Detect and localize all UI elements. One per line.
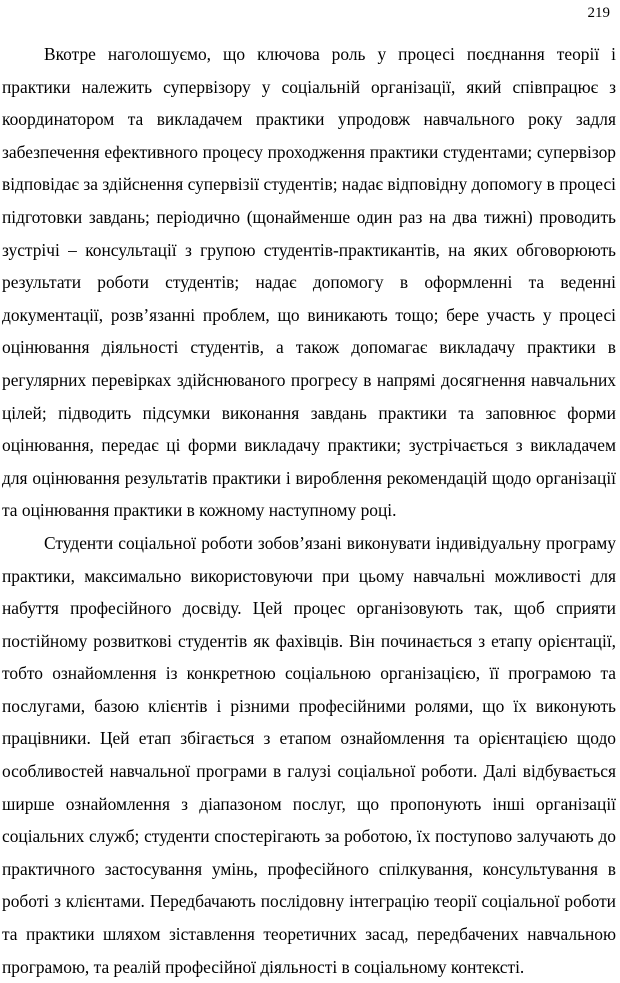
paragraph-student-obligations: Студенти соціальної роботи зобов’язані виконувати індивідуальну програму практики, максимально використовуючи при цьому навчальні можливості для набуття професійного досвіду. Цей процес організовують так, щоб сприяти постійному розвиткові студентів як фахівців. Він починається з етапу орієнтації, тобто ознайомлення із конкретною соціальною організацією, її програмою та послугами, базою клієнтів і різними професійними ролями, що їх виконують працівники. Цей етап збігається з етапом ознайомлення та орієнтацією щодо особливостей навчальної програми в галузі соціальної роботи. Далі відбувається ширше ознайомлення з діапазоном послуг, що пропонують інші організації соціальних служб; студенти спостерігають за роботою, їх поступово залучають до практичного застосування умінь, професійного спілкування, консультування в роботі з клієнтами. Передбачають послідовну інтеграцію теорії соціальної роботи та практики шляхом зіставлення теоретичних засад, передбачених навчальною програмою, та реалій професійної діяльності в соціальному контексті.	[2, 532, 616, 977]
paragraph-supervisor-role: Вкотре наголошуємо, що ключова роль у процесі поєднання теорії і практики належить супервізору у соціальній організації, який співпрацює з координатором та викладачем практики упродовж навчального року задля забезпечення ефективного процесу проходження практики студентами; супервізор відповідає за здійснення супервізії студентів; надає відповідну допомогу в процесі підготовки завдань; періодично (щонайменше один раз на два тижні) проводить зустрічі – консультації з групою студентів-практикантів, на яких обговорюють результати роботи студентів; надає допомогу в оформленні та веденні документації, розв’язанні проблем, що виникають тощо; бере участь у процесі оцінювання діяльності студентів, а також допомагає викладачу практики в регулярних перевірках здійснюваного прогресу в напрямі досягнення навчальних цілей; підводить підсумки виконання завдань практики та заповнює форми оцінювання, передає ці форми викладачу практики; зустрічається з викладачем для оцінювання результатів практики і вироблення рекомендацій щодо організації та оцінювання практики в кожному наступному році.	[2, 44, 616, 521]
body-text	[2, 38, 616, 983]
page-number: 219	[587, 5, 610, 21]
